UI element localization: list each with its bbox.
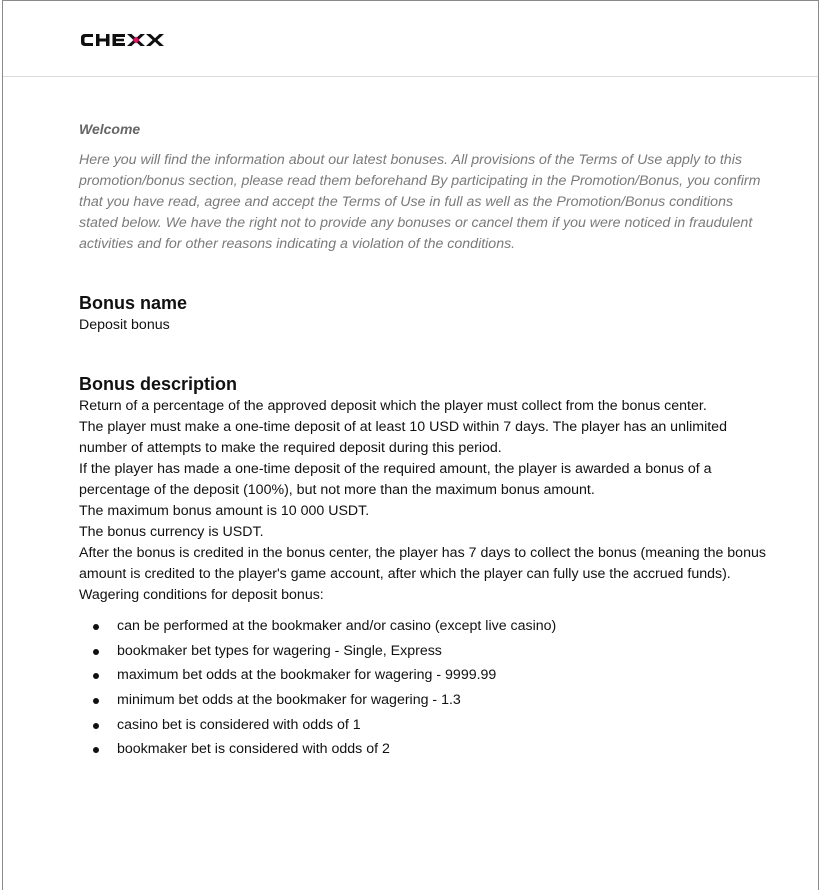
wagering-conditions-list (79, 616, 769, 760)
list-item-text: casino bet is considered with odds of 1 (117, 716, 361, 733)
list-item-text: minimum bet odds at the bookmaker for wagering - 1.3 (117, 692, 461, 709)
description-paragraph: The maximum bonus amount is 10 000 USDT. (79, 503, 370, 519)
welcome-text: Here you will find the information about our latest bonuses. All provisions of the Terms of Use apply to this promotion/bonus section, please read them beforehand By participating in the Promotion/Bonus, you confirm that you have read, agree and accept the Terms of Use in full as well as the Promotion/Bonus conditions stated below. We have the right not to provide any bonuses or cancel them if you were noticed in fraudulent activities and for other reasons indicating a violation of the conditions. (79, 152, 761, 252)
brand-logo (79, 30, 217, 50)
list-item (79, 665, 769, 686)
bullet-icon (93, 698, 99, 704)
list-item-text: can be performed at the bookmaker and/or casino (except live casino) (117, 618, 557, 634)
description-paragraph: The player must make a one-time deposit of at least 10 USD within 7 days. The player has an unlimited number of attempts to make the required deposit during this period. (79, 419, 727, 456)
wagering-conditions-intro: Wagering conditions for deposit bonus: (79, 587, 324, 603)
document-page (2, 0, 819, 890)
list-item (79, 641, 769, 662)
bullet-icon (93, 649, 99, 655)
description-paragraph: Return of a percentage of the approved deposit which the player must collect from the bonus center. (79, 398, 707, 414)
list-item (79, 739, 769, 760)
bonus-description-heading: Bonus description (79, 374, 238, 394)
description-paragraph: The bonus currency is USDT. (79, 524, 264, 540)
bonus-name-value: Deposit bonus (79, 317, 170, 333)
welcome-heading: Welcome (79, 121, 141, 137)
bullet-icon (93, 673, 99, 679)
main-content (79, 119, 769, 764)
chexx-logo-icon (79, 30, 217, 50)
bullet-icon (93, 747, 99, 753)
list-item (79, 690, 769, 711)
bullet-icon (93, 723, 99, 729)
description-paragraph: After the bonus is credited in the bonus center, the player has 7 days to collect the bonus (meaning the bonus amount is credited to the player's game account, after which the player can fully use the accrued funds). (79, 545, 766, 582)
bonus-name-heading: Bonus name (79, 293, 188, 313)
page-header (3, 1, 818, 77)
description-paragraph: If the player has made a one-time deposit of the required amount, the player is awarded a bonus of a percentage of the deposit (100%), but not more than the maximum bonus amount. (79, 461, 712, 498)
list-item (79, 715, 769, 736)
list-item-text: bookmaker bet is considered with odds of 2 (117, 741, 390, 758)
list-item-text: bookmaker bet types for wagering - Single, Express (117, 642, 442, 659)
list-item-text: maximum bet odds at the bookmaker for wagering - 9999.99 (117, 667, 497, 684)
bullet-icon (93, 624, 99, 630)
list-item (79, 616, 769, 637)
